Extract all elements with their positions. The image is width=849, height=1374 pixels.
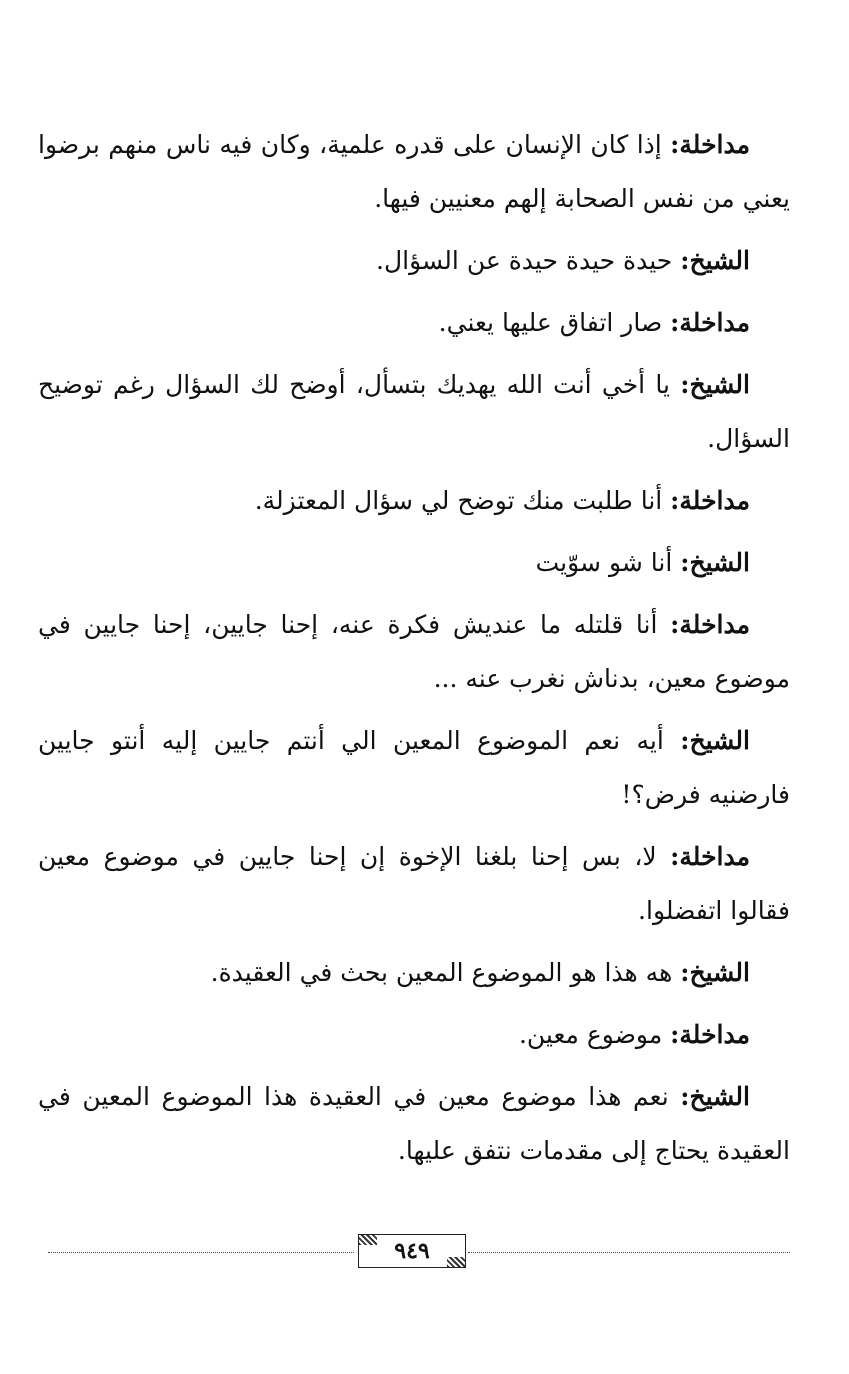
- speaker-label: الشيخ:: [680, 548, 750, 577]
- paragraph-7: [38, 598, 790, 706]
- paragraph-text: أنا شو سوّيت: [535, 548, 681, 577]
- page-footer: [48, 1228, 790, 1272]
- speaker-label: الشيخ:: [680, 370, 750, 399]
- speaker-label: مداخلة:: [670, 842, 750, 871]
- speaker-label: مداخلة:: [670, 610, 750, 639]
- speaker-label: مداخلة:: [670, 308, 750, 337]
- paragraph-text: لا، بس إحنا بلغنا الإخوة إن إحنا جايين في موضوع معين فقالوا اتفضلوا.: [38, 842, 790, 925]
- speaker-label: مداخلة:: [670, 486, 750, 515]
- page-number: ٩٤٩: [394, 1238, 430, 1264]
- document-body: [38, 118, 790, 1186]
- paragraph-11: [38, 1008, 790, 1062]
- paragraph-6: [38, 536, 790, 590]
- paragraph-text: يا أخي أنت الله يهديك بتسأل، أوضح لك السؤال رغم توضيح السؤال.: [38, 370, 790, 453]
- ornament-icon: [447, 1257, 465, 1267]
- page-number-box: [358, 1234, 466, 1268]
- paragraph-text: حيدة حيدة حيدة عن السؤال.: [376, 246, 681, 275]
- speaker-label: الشيخ:: [680, 1082, 750, 1111]
- footer-rule-right: [468, 1252, 790, 1253]
- paragraph-5: [38, 474, 790, 528]
- ornament-icon: [359, 1235, 377, 1245]
- speaker-label: مداخلة:: [670, 130, 750, 159]
- paragraph-text: نعم هذا موضوع معين في العقيدة هذا الموضوع المعين في العقيدة يحتاج إلى مقدمات نتفق عليها.: [38, 1082, 790, 1165]
- paragraph-text: صار اتفاق عليها يعني.: [438, 308, 671, 337]
- paragraph-2: [38, 234, 790, 288]
- paragraph-text: موضوع معين.: [518, 1020, 671, 1049]
- paragraph-text: أنا طلبت منك توضح لي سؤال المعتزلة.: [254, 486, 671, 515]
- speaker-label: الشيخ:: [680, 246, 750, 275]
- speaker-label: مداخلة:: [670, 1020, 750, 1049]
- paragraph-10: [38, 946, 790, 1000]
- speaker-label: الشيخ:: [680, 726, 750, 755]
- paragraph-3: [38, 296, 790, 350]
- paragraph-text: أنا قلتله ما عنديش فكرة عنه، إحنا جايين، إحنا جايين في موضوع معين، بدناش نغرب عنه ...: [38, 610, 790, 693]
- paragraph-12: [38, 1070, 790, 1178]
- footer-rule-left: [48, 1252, 354, 1253]
- paragraph-8: [38, 714, 790, 822]
- paragraph-text: إذا كان الإنسان على قدره علمية، وكان فيه ناس منهم برضوا يعني من نفس الصحابة إلهم معنيين فيها.: [38, 130, 790, 213]
- paragraph-9: [38, 830, 790, 938]
- paragraph-text: أيه نعم الموضوع المعين الي أنتم جايين إليه أنتو جايين فارضنيه فرض؟!: [38, 726, 790, 809]
- paragraph-text: هه هذا هو الموضوع المعين بحث في العقيدة.: [210, 958, 681, 987]
- paragraph-4: [38, 358, 790, 466]
- paragraph-1: [38, 118, 790, 226]
- speaker-label: الشيخ:: [680, 958, 750, 987]
